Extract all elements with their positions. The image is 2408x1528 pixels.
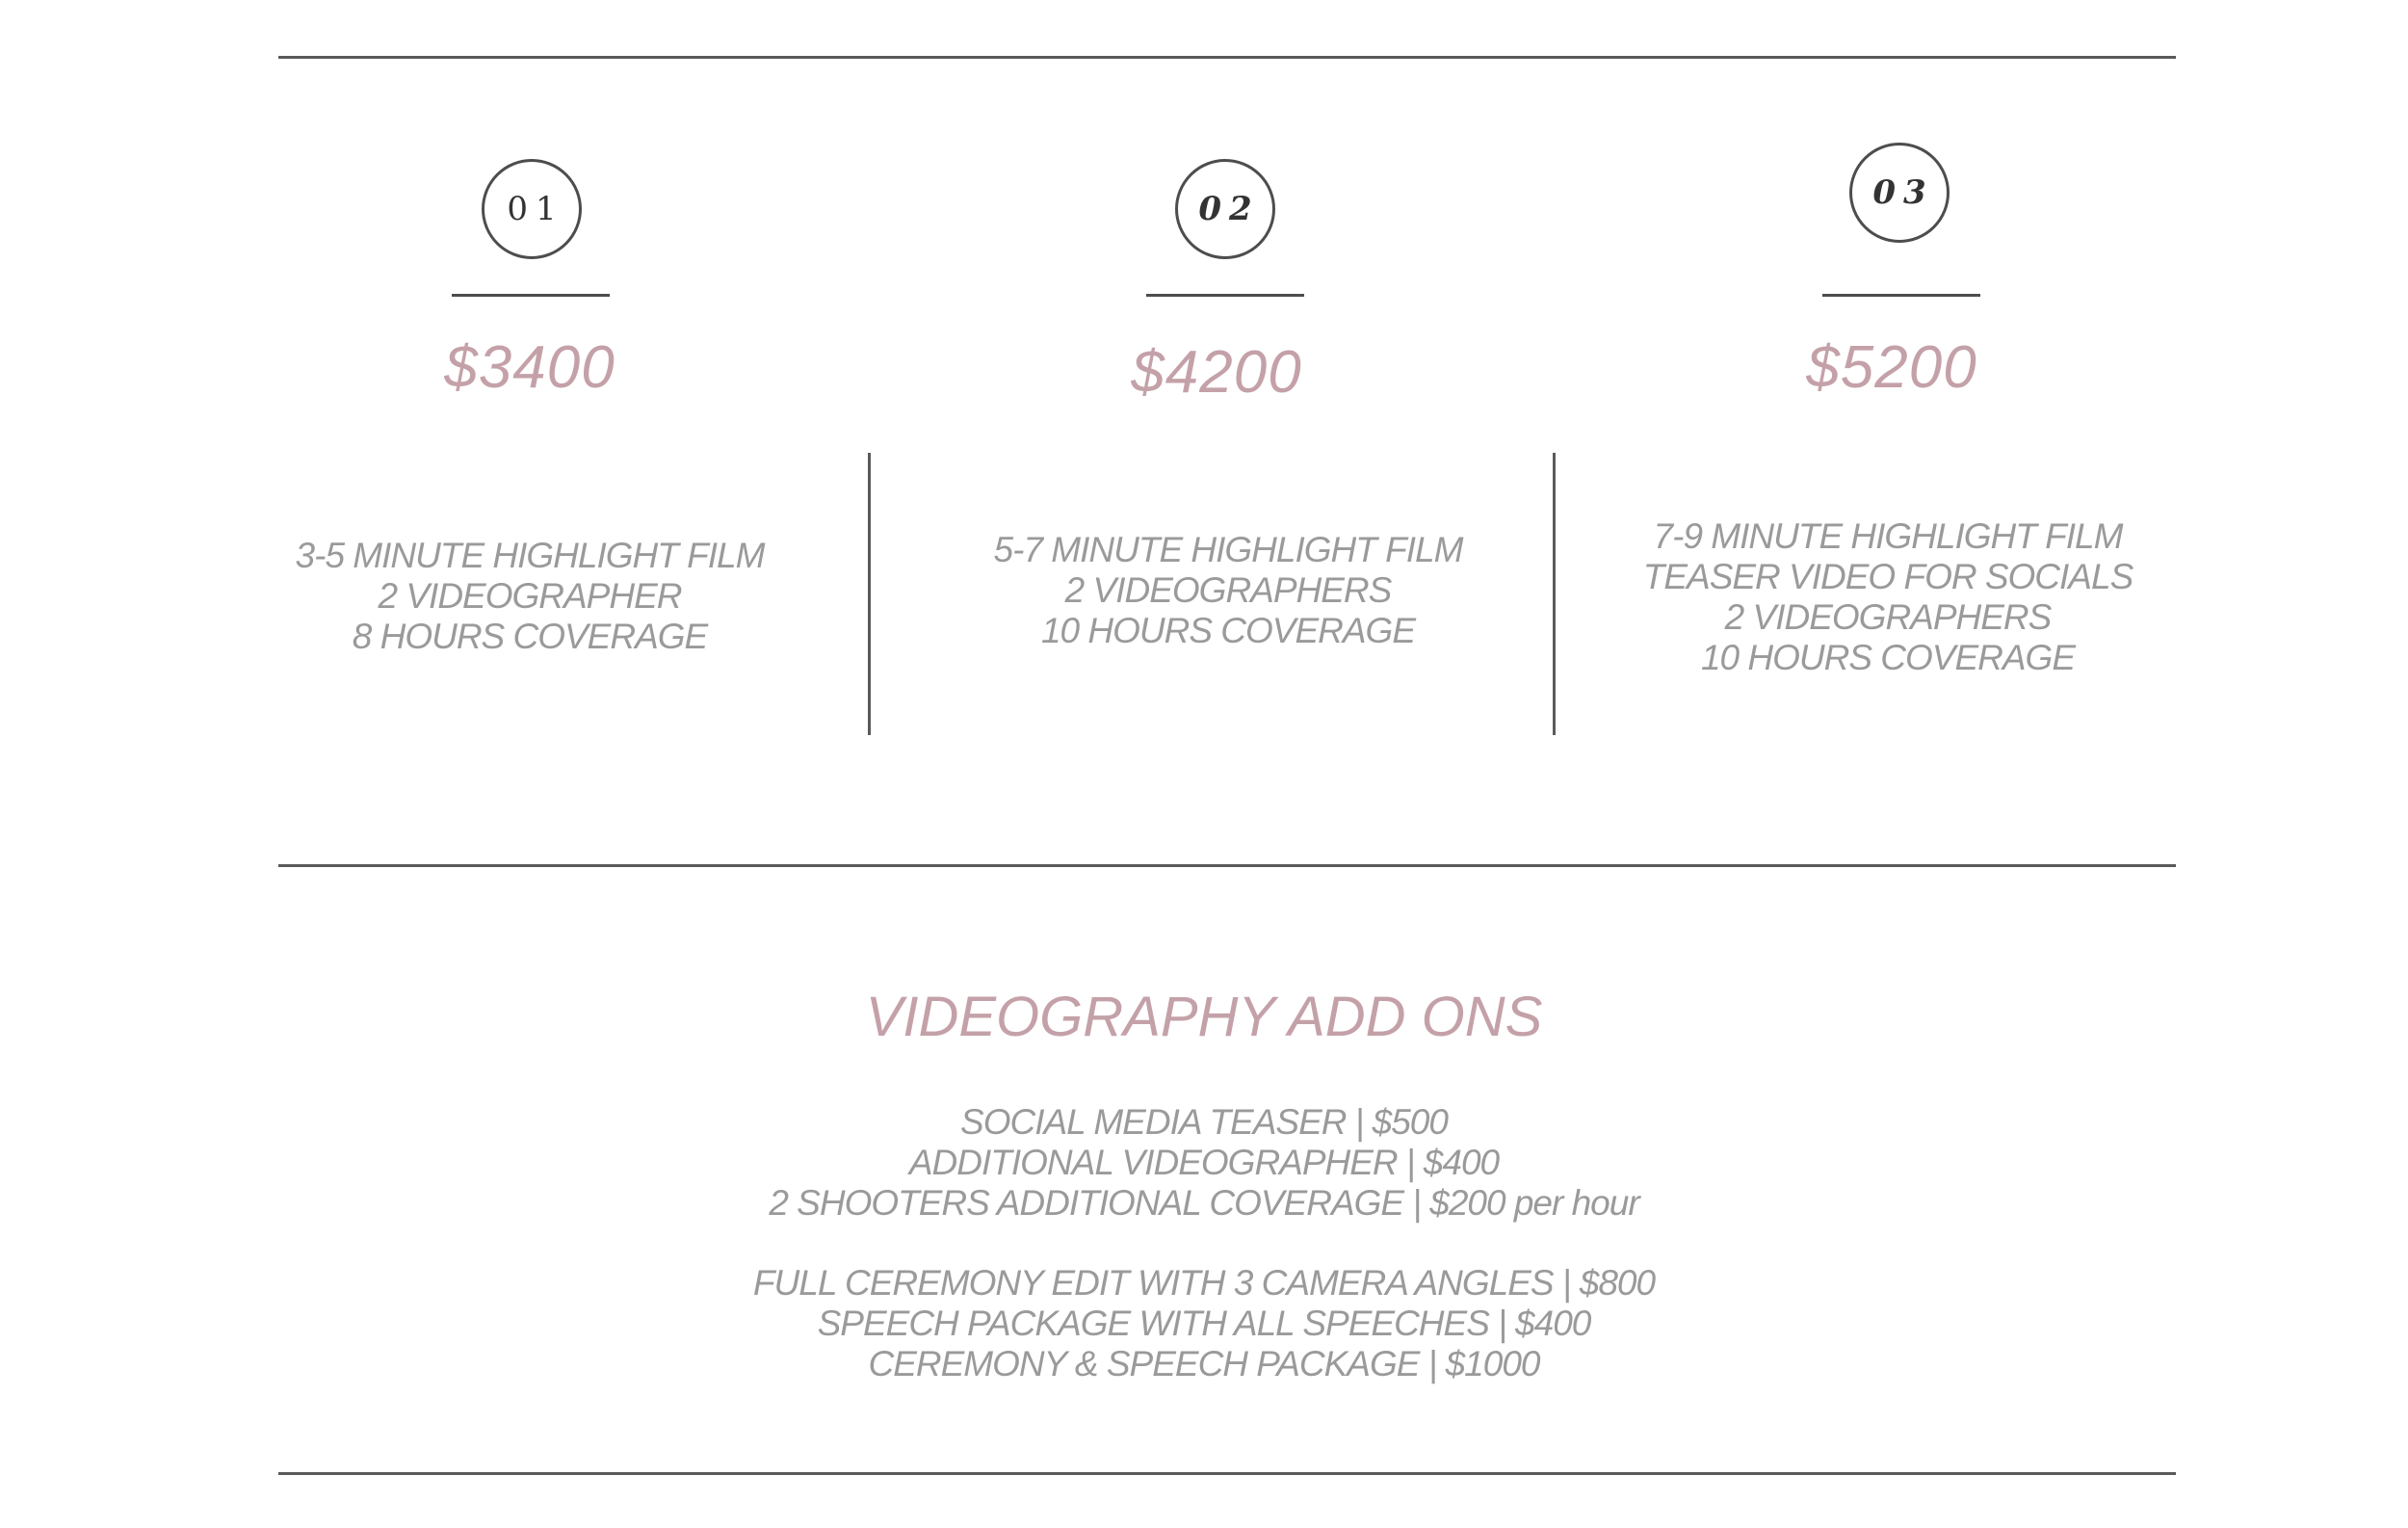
addon-item: ADDITIONAL VIDEOGRAPHER | $400 xyxy=(908,1143,1500,1182)
package-3-feature: 2 VIDEOGRAPHERS xyxy=(1724,597,2052,637)
package-2-number: 02 xyxy=(1198,190,1260,228)
addon-item: SPEECH PACKAGE WITH ALL SPEECHES | $400 xyxy=(817,1304,1591,1343)
package-1-feature: 2 VIDEOGRAPHER xyxy=(378,576,682,616)
bottom-divider xyxy=(278,1472,2176,1475)
package-3-number-badge xyxy=(1849,143,1950,243)
package-1-price: $3400 xyxy=(444,334,615,401)
package-1-feature: 8 HOURS COVERAGE xyxy=(352,617,708,656)
package-1-features xyxy=(222,536,838,657)
package-3-underline xyxy=(1822,294,1980,297)
addon-item: CEREMONY & SPEECH PACKAGE | $1000 xyxy=(868,1344,1540,1383)
package-divider-1 xyxy=(868,453,871,735)
package-3-feature: TEASER VIDEO FOR SOCIALS xyxy=(1642,557,2133,596)
addon-item: 2 SHOOTERS ADDITIONAL COVERAGE | $200 per hour xyxy=(769,1183,1639,1223)
package-3-number: 03 xyxy=(1872,173,1934,212)
package-2-number-badge xyxy=(1175,159,1275,259)
package-2-features xyxy=(920,530,1536,651)
package-2-underline xyxy=(1146,294,1304,297)
package-1-number-badge xyxy=(482,159,582,259)
package-1-feature: 3-5 MINUTE HIGHLIGHT FILM xyxy=(295,536,765,575)
package-3-price: $5200 xyxy=(1806,334,1977,401)
package-3-features xyxy=(1580,516,2196,678)
middle-divider xyxy=(278,864,2176,867)
package-3-feature: 7-9 MINUTE HIGHLIGHT FILM xyxy=(1653,516,2123,556)
package-3-feature: 10 HOURS COVERAGE xyxy=(1700,638,2076,677)
package-2-price: $4200 xyxy=(1131,339,1302,406)
package-2-feature: 2 VIDEOGRAPHERS xyxy=(1064,570,1392,610)
addons-list-1 xyxy=(0,1102,2408,1224)
package-1-underline xyxy=(452,294,610,297)
top-divider xyxy=(278,56,2176,59)
package-1-number: 01 xyxy=(507,190,564,228)
addon-item: SOCIAL MEDIA TEASER | $500 xyxy=(960,1102,1448,1142)
addon-item: FULL CEREMONY EDIT WITH 3 CAMERA ANGLES | $800 xyxy=(752,1263,1656,1303)
addons-list-2 xyxy=(0,1263,2408,1384)
package-2-feature: 10 HOURS COVERAGE xyxy=(1040,611,1416,650)
addons-title: VIDEOGRAPHY ADD ONS xyxy=(865,986,1543,1048)
package-divider-2 xyxy=(1553,453,1556,735)
package-2-feature: 5-7 MINUTE HIGHLIGHT FILM xyxy=(993,530,1463,569)
